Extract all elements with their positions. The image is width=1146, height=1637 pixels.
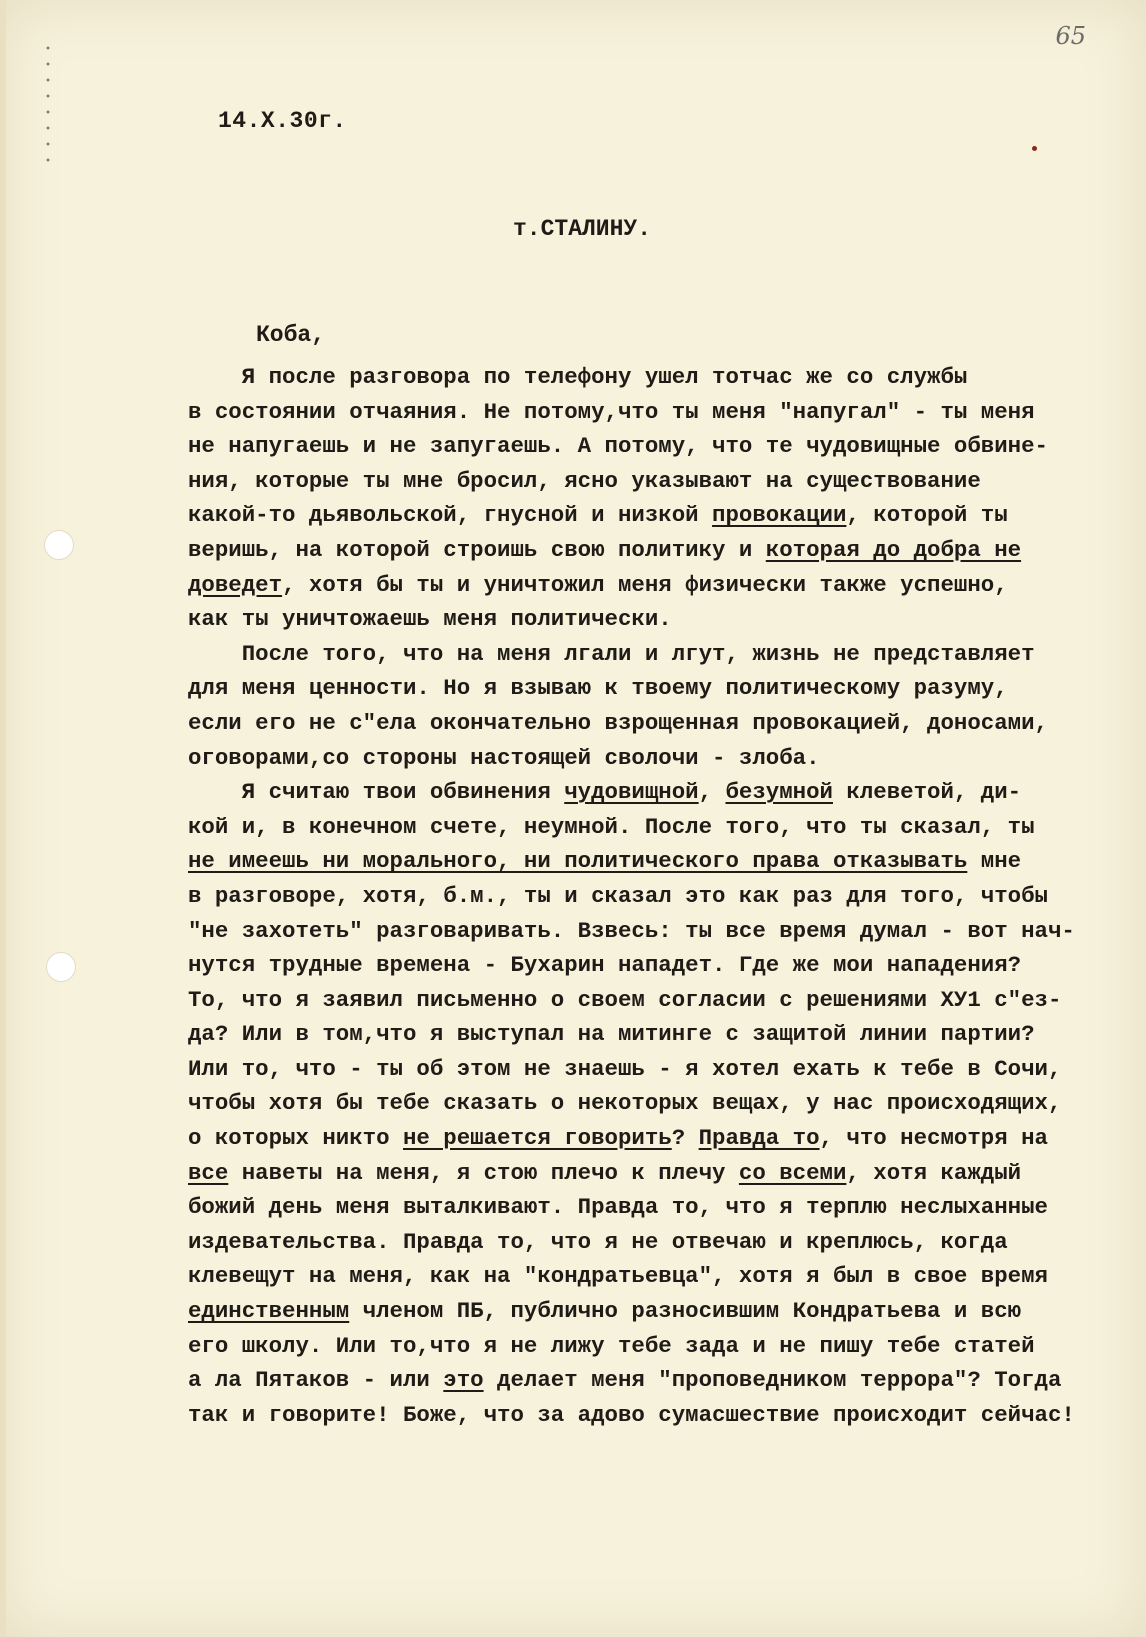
punch-hole-bottom [46, 952, 76, 982]
text-segment: какой-то дьявольской, гнусной и низкой [188, 502, 713, 529]
text-segment: , хотя каждый [846, 1159, 1022, 1186]
text-segment: чтобы хотя бы тебе сказать о некоторых вещах, у нас происходящих, [188, 1090, 1062, 1117]
letter-date: 14.X.30г. [218, 108, 347, 134]
text-segment: для меня ценности. Но я взываю к твоему политическому разуму, [188, 675, 1008, 702]
letter-line [188, 1363, 1118, 1398]
text-segment: да? Или в том,что я выступал на митинге с защитой линии партии? [188, 1021, 1035, 1048]
letter-line [188, 671, 1118, 706]
letter-line [188, 775, 1118, 810]
text-segment: а ла Пятаков - или [188, 1367, 444, 1394]
letter-line [188, 360, 1118, 395]
text-segment: Я после разговора по телефону ушел тотчас же со службы [188, 364, 968, 390]
letter-line [188, 741, 1118, 776]
letter-line [188, 1052, 1118, 1087]
text-segment: его школу. Или то,что я не лижу тебе зада и не пишу тебе статей [188, 1332, 1035, 1359]
text-segment: клевещут на меня, как на "кондратьевца", хотя я был в свое время [188, 1263, 1048, 1290]
page-number: 65 [1055, 22, 1086, 50]
margin-ticks [45, 40, 51, 170]
underlined-text: безумной [725, 779, 833, 806]
underlined-text: Правда то [698, 1125, 820, 1152]
text-segment: кой и, в конечном счете, неумной. После того, что ты сказал, ты [188, 813, 1035, 840]
underlined-text: чудовищной [564, 779, 699, 806]
text-segment: так и говорите! Боже, что за адово сумасшествие происходит сейчас! [188, 1401, 1075, 1428]
letter-line [188, 395, 1118, 430]
underlined-text: не решается говорить [403, 1125, 672, 1152]
text-segment: , которой ты [846, 502, 1008, 529]
letter-line [188, 429, 1118, 464]
text-segment: мне [967, 848, 1022, 875]
underlined-text: доведет [188, 571, 283, 598]
letter-line [188, 1225, 1118, 1260]
underlined-text: со всеми [738, 1159, 847, 1186]
letter-line [188, 568, 1118, 603]
text-segment: ? [671, 1125, 699, 1152]
underlined-text: это [443, 1367, 484, 1394]
text-segment: оговорами,со стороны настоящей сволочи - злоба. [188, 744, 820, 771]
text-segment: издевательства. Правда то, что я не отвечаю и креплюсь, когда [188, 1228, 1008, 1255]
letter-line [188, 1017, 1118, 1052]
text-segment: членом ПБ, публично разносившим Кондратьева и всю [349, 1298, 1022, 1325]
text-segment: Я считаю твои обвинения [188, 779, 565, 806]
text-segment: божий день меня выталкивают. Правда то, что я терплю неслыханные [188, 1194, 1048, 1221]
letter-line [188, 637, 1118, 672]
letter-line [188, 948, 1118, 983]
ink-dot [1032, 146, 1037, 151]
text-segment: как ты уничтожаешь меня политически. [188, 606, 672, 633]
text-segment: "не захотеть" разговаривать. Взвесь: ты все время думал - вот нач- [188, 917, 1075, 944]
text-segment: ния, которые ты мне бросил, ясно указывают на существование [188, 467, 981, 494]
letter-salutation: Коба, [256, 322, 326, 348]
text-segment: Или то, что - ты об этом не знаешь - я хотел ехать к тебе в Сочи, [188, 1055, 1062, 1082]
letter-line [188, 1190, 1118, 1225]
text-segment: нутся трудные времена - Бухарин нападет. Где же мои нападения? [188, 952, 1022, 979]
text-segment: не напугаешь и не запугаешь. А потому, что те чудовищные обвине- [188, 433, 1048, 460]
letter-line [188, 498, 1118, 533]
text-segment: клеветой, ди- [832, 779, 1022, 806]
text-segment: То, что я заявил письменно о своем согласии с решениями ХУ1 с"ез- [188, 986, 1062, 1013]
text-segment: о которых никто [188, 1125, 403, 1152]
letter-line [188, 983, 1118, 1018]
letter-line [188, 1294, 1118, 1329]
punch-hole-top [44, 530, 74, 560]
letter-line [188, 533, 1118, 568]
text-segment: После того, что на меня лгали и лгут, жизнь не представляет [188, 640, 1035, 667]
text-segment: в разговоре, хотя, б.м., ты и сказал это как раз для того, чтобы [188, 882, 1048, 909]
letter-line [188, 1259, 1118, 1294]
letter-line [188, 1398, 1118, 1433]
underlined-text: единственным [188, 1298, 350, 1325]
underlined-text: не имеешь ни морального, ни политического права отказывать [188, 848, 968, 875]
text-segment: , хотя бы ты и уничтожил меня физически также успешно, [282, 571, 1008, 598]
underlined-text: все [188, 1159, 229, 1186]
letter-line [188, 879, 1118, 914]
text-segment: , что несмотря на [819, 1125, 1048, 1152]
letter-body [188, 360, 1118, 1432]
text-segment: в состоянии отчаяния. Не потому,что ты меня "напугал" - ты меня [188, 398, 1035, 425]
letter-line [188, 706, 1118, 741]
letter-line [188, 844, 1118, 879]
letter-line [188, 1086, 1118, 1121]
letter-line [188, 914, 1118, 949]
letter-line [188, 1156, 1118, 1191]
letter-line [188, 464, 1118, 499]
text-segment: , [698, 779, 726, 806]
text-segment: делает меня "проповедником террора"? Тогда [483, 1367, 1062, 1394]
underlined-text: провокации [712, 502, 847, 529]
text-segment: веришь, на которой строишь свою политику и [188, 536, 766, 563]
letter-line [188, 810, 1118, 845]
letter-line [188, 602, 1118, 637]
letter-line [188, 1329, 1118, 1364]
text-segment: наветы на меня, я стою плечо к плечу [228, 1159, 739, 1186]
letter-addressee: т.СТАЛИНУ. [512, 216, 652, 242]
letter-line [188, 1121, 1118, 1156]
text-segment: если его не с"ела окончательно взрощенная провокацией, доносами, [188, 709, 1048, 736]
underlined-text: которая до добра не [765, 536, 1022, 563]
